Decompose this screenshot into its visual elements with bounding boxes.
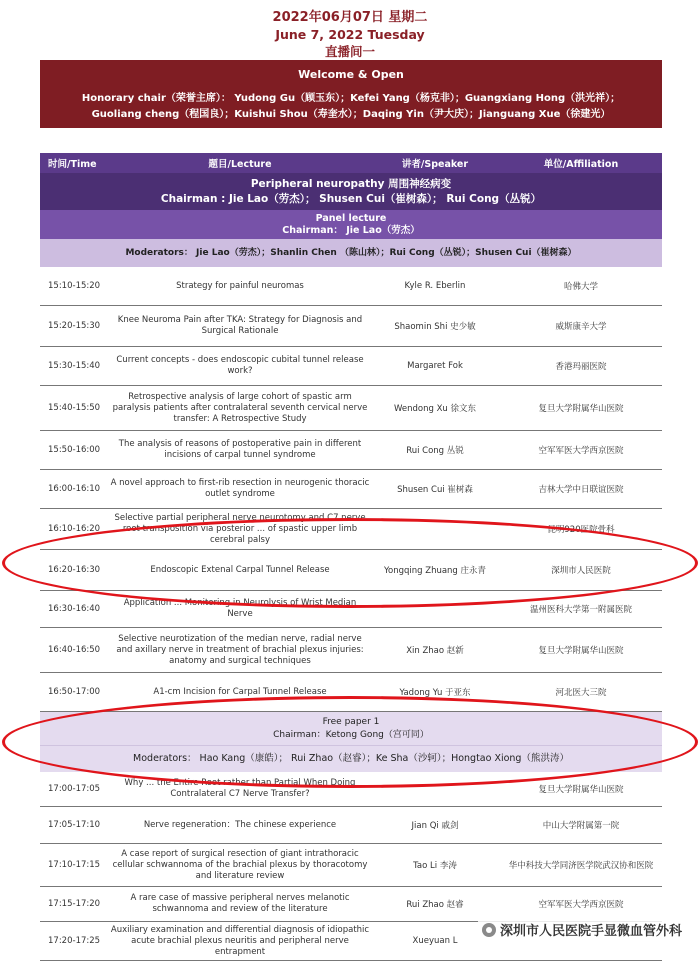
cell-affiliation: 河北医大三院 [555,688,607,698]
session-chairman: Chairman : Jie Lao（劳杰）； Shusen Cui（崔树森）； Rui Cong（丛锐） [160,193,542,205]
cell-affiliation: 昆明920医院骨科 [547,525,615,535]
cell-lecture: Why ... the Entire Root rather than Partial When Doing Contralateral C7 Nerve Transfer? [124,778,356,799]
cell-time: 17:10-17:15 [48,860,101,870]
cell-time: 16:00-16:10 [48,484,101,494]
cell-speaker: Shusen Cui 崔树森 [397,485,473,495]
cell-time: 17:05-17:10 [48,820,101,830]
free-paper-title: Free paper 1 [322,717,380,727]
welcome-banner [40,60,662,128]
table-row [40,673,662,712]
wechat-icon [482,923,496,937]
cell-speaker: Margaret Fok [407,361,463,371]
cell-time: 16:30-16:40 [48,604,101,614]
header-affiliation: 单位/Affiliation [543,159,619,170]
panel-chairman: Chairman： Jie Lao（劳杰） [282,225,420,236]
table-row [40,267,662,306]
free-paper-chairman: Chairman：Ketong Gong（宫可同） [273,730,429,740]
cell-time: 15:10-15:20 [48,281,101,291]
table-row [40,591,662,628]
table-row [40,844,662,887]
cell-affiliation: 空军军医大学西京医院 [538,900,624,910]
cell-speaker: Yongqing Zhuang 庄永青 [383,566,487,576]
cell-speaker: Yadong Yu 于亚东 [399,688,471,698]
cell-speaker: Rui Zhao 赵睿 [406,900,464,910]
panel-moderators: Moderators： Jie Lao（劳杰）；Shanlin Chen （陈山林）；Rui Cong（丛锐）；Shusen Cui（崔树森） [40,239,662,267]
cell-time: 17:00-17:05 [48,784,101,794]
cell-affiliation: 复旦大学附属华山医院 [538,646,624,656]
table-row [40,306,662,347]
cell-affiliation: 威斯康辛大学 [555,322,607,332]
session-title: Peripheral neuropathy 周围神经病变 [250,178,452,190]
cell-affiliation: 深圳市人民医院 [551,566,611,576]
table-row [40,347,662,386]
cell-speaker: Jian Qi 戚剑 [411,821,459,831]
honorary-line-2: Guoliang cheng（程国良）；Kuishui Shou（寿奎水）；Daqing Yin（尹大庆）；Jianguang Xue（徐建光） [91,109,611,120]
table-row [40,628,662,673]
honorary-line-1: Honorary chair（荣誉主席）： Yudong Gu（顾玉东）；Kefei Yang（杨克非）；Guangxiang Hong（洪光祥）； [81,93,621,104]
table-row [40,509,662,550]
table-row [40,807,662,844]
cell-speaker: Xueyuan L [412,936,458,946]
cell-time: 16:40-16:50 [48,645,101,655]
cell-time: 17:20-17:25 [48,936,101,946]
cell-affiliation: 哈佛大学 [563,282,598,292]
session-banner [40,173,662,210]
cell-speaker: Wendong Xu 徐文东 [393,404,477,414]
cell-lecture: Retrospective analysis of large cohort of spastic arm paralysis patients after contralateral seventh cervical nerve transfer: A Retrospective Study [112,391,368,424]
schedule-table [40,153,662,961]
cell-affiliation: 吉林大学中日联谊医院 [538,485,624,495]
header-time: 时间/Time [48,159,97,170]
cell-lecture: A1-cm Incision for Carpal Tunnel Release [153,686,327,697]
cell-affiliation: 复旦大学附属华山医院 [538,404,624,414]
cell-affiliation: 空军军医大学西京医院 [538,446,624,456]
table-row [40,470,662,509]
table-row [40,431,662,470]
date-cn: 2022年06月07日 星期二 [272,10,428,25]
page-header [0,0,700,60]
cell-lecture: Strategy for painful neuromas [176,280,304,291]
cell-speaker: Tao Li 李涛 [413,861,457,871]
cell-speaker: Xin Zhao 赵新 [406,646,464,656]
cell-speaker: Rui Cong 丛锐 [406,446,464,456]
table-row [40,386,662,431]
cell-lecture: Endoscopic Extenal Carpal Tunnel Release [150,564,330,575]
cell-lecture: Nerve regeneration：The chinese experience [143,819,337,830]
cell-time: 16:20-16:30 [48,565,101,575]
cell-affiliation: 华中科技大学同济医学院武汉协和医院 [508,861,654,871]
cell-affiliation: 复旦大学附属华山医院 [538,785,624,795]
cell-lecture: A novel approach to first-rib resection in neurogenic thoracic outlet syndrome [110,478,370,499]
panel-title: Panel lecture [315,213,387,224]
free-paper-banner [40,712,662,745]
header-speaker: 讲者/Speaker [401,159,469,170]
cell-time: 15:30-15:40 [48,361,101,371]
honorary-chairs [40,91,662,123]
table-row [40,887,662,922]
free-paper-moderators: Moderators： Hao Kang（康皓）； Rui Zhao（赵睿）；Ke Sha（沙轲）；Hongtao Xiong（熊洪涛） [40,745,662,772]
cell-time: 15:40-15:50 [48,403,101,413]
cell-time: 15:20-15:30 [48,321,101,331]
cell-lecture: Current concepts - does endoscopic cubital tunnel release work? [116,355,364,376]
cell-lecture: Application ... Monitoring in Neurolysis of Wrist Median Nerve [123,598,357,619]
table-row [40,772,662,807]
cell-time: 16:10-16:20 [48,524,101,534]
cell-lecture: Auxiliary examination and differential diagnosis of idiopathic acute brachial plexus neuritis and peripheral nerve entrapment [110,924,370,957]
date-en: June 7, 2022 Tuesday [275,27,425,42]
watermark [478,919,686,940]
table-header [40,153,662,173]
cell-lecture: Selective partial peripheral nerve neurotomy and C7 nerve root transposition via posterior ... of spastic upper limb cerebral palsy [114,512,366,545]
cell-lecture: A rare case of massive peripheral nerves melanotic schwannoma and review of the literature [130,893,350,914]
panel-rows [40,267,662,712]
cell-lecture: Knee Neuroma Pain after TKA: Strategy for Diagnosis and Surgical Rationale [117,315,363,336]
cell-affiliation: 中山大学附属第一院 [542,821,620,831]
cell-lecture: A case report of surgical resection of giant intrathoracic cellular schwannoma of the brachial plexus by thoracotomy and literature review [112,848,368,881]
room-label: 直播间一 [324,44,375,59]
panel-banner [40,210,662,239]
cell-affiliation: 温州医科大学第一附属医院 [529,605,632,615]
cell-time: 15:50-16:00 [48,445,101,455]
cell-lecture: The analysis of reasons of postoperative pain in different incisions of carpal tunnel syndrome [118,439,362,460]
header-lecture: 题目/Lecture [208,159,272,170]
cell-time: 17:15-17:20 [48,899,101,909]
watermark-text: 深圳市人民医院手显微血管外科 [499,924,682,939]
cell-affiliation: 香港玛丽医院 [555,362,607,372]
welcome-title: Welcome & Open [298,68,404,81]
cell-speaker: Kyle R. Eberlin [404,281,466,291]
table-row [40,550,662,591]
cell-lecture: Selective neurotization of the median nerve, radial nerve and axillary nerve in treatment of brachial plexus injuries: anatomy and surgical techniques [116,633,364,666]
cell-time: 16:50-17:00 [48,687,101,697]
cell-speaker: Shaomin Shi 史少敏 [394,322,476,332]
